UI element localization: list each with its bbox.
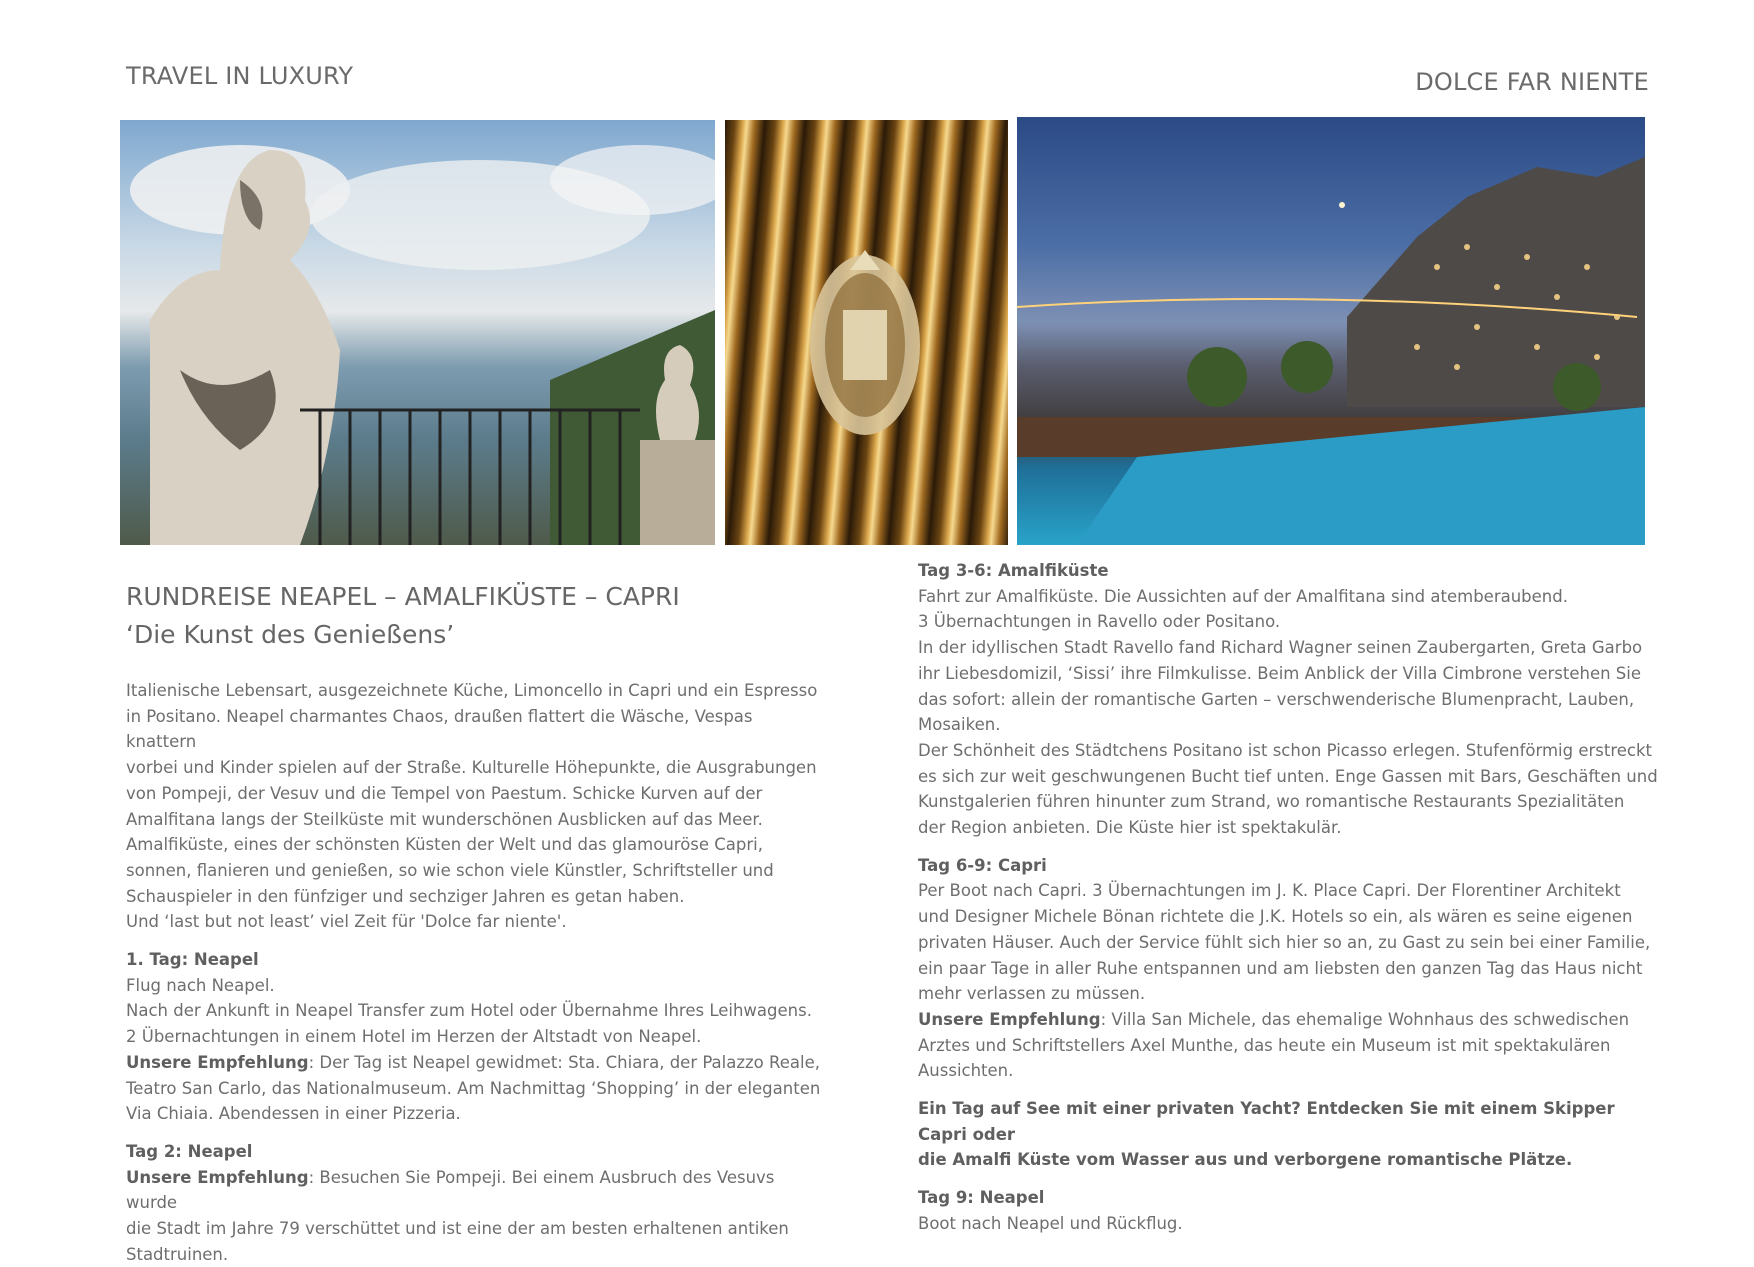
- intro-line: Amalfitana langs der Steilküste mit wunderschönen Ausblicken auf das Meer.: [126, 809, 763, 829]
- yacht-line: die Amalfi Küste vom Wasser aus und verborgene romantische Plätze.: [918, 1150, 1573, 1170]
- day6-line: und Designer Michele Bönan richtete die J.K. Hotels so ein, als wären es seine eigenen: [918, 907, 1633, 927]
- day3-line: 3 Übernachtungen in Ravello oder Positano.: [918, 612, 1281, 632]
- day2-rec-line: Stadtruinen.: [126, 1244, 229, 1264]
- rec-label: Unsere Empfehlung: [126, 1167, 309, 1187]
- day1-heading: 1. Tag: Neapel: [126, 950, 259, 970]
- day3-line: es sich zur weit geschwungenen Bucht tief unten. Enge Gassen mit Bars, Geschäften und: [918, 766, 1658, 786]
- day6-rec-line: Aussichten.: [918, 1061, 1014, 1081]
- day2-heading: Tag 2: Neapel: [126, 1141, 253, 1161]
- day1-line: Flug nach Neapel.: [126, 975, 275, 995]
- article-subtitle: ‘Die Kunst des Genießens’: [126, 620, 455, 649]
- intro-paragraph: [126, 678, 826, 935]
- statue-illustration: [120, 120, 715, 545]
- day6-rec-line: Arztes und Schriftstellers Axel Munthe, das heute ein Museum ist mit spektakulären: [918, 1035, 1611, 1055]
- day3-line: das sofort: allein der romantische Garten – verschwenderische Blumenpracht, Lauben,: [918, 689, 1635, 709]
- rec-text: : Villa San Michele, das ehemalige Wohnhaus des schwedischen: [1100, 1009, 1630, 1029]
- day2-rec-line: die Stadt im Jahre 79 verschüttet und ist eine der am besten erhaltenen antiken: [126, 1219, 789, 1239]
- day3-section: [918, 558, 1658, 841]
- day9-line: Boot nach Neapel und Rückflug.: [918, 1213, 1183, 1233]
- day1-rec-line: Via Chiaia. Abendessen in einer Pizzeria.: [126, 1104, 461, 1124]
- rec-label: Unsere Empfehlung: [918, 1009, 1101, 1029]
- day1-rec-line: Teatro San Carlo, das Nationalmuseum. Am Nachmittag ‘Shopping’ in der eleganten: [126, 1078, 821, 1098]
- day9-heading: Tag 9: Neapel: [918, 1188, 1045, 1208]
- header-tagline: DOLCE FAR NIENTE: [1415, 68, 1649, 96]
- rec-label: Unsere Empfehlung: [126, 1052, 309, 1072]
- day3-line: Mosaiken.: [918, 715, 1001, 735]
- article-title: RUNDREISE NEAPEL – AMALFIKÜSTE – CAPRI: [126, 582, 680, 611]
- intro-line: sonnen, flanieren und genießen, so wie schon viele Künstler, Schriftsteller und: [126, 860, 774, 880]
- day1-rec: [126, 1050, 826, 1076]
- intro-line: von Pompeji, der Vesuv und die Tempel von Paestum. Schicke Kurven auf der: [126, 783, 763, 803]
- day2-rec: [126, 1165, 826, 1216]
- intro-line: vorbei und Kinder spielen auf der Straße. Kulturelle Höhepunkte, die Ausgrabungen: [126, 758, 817, 778]
- day6-rec: [918, 1007, 1658, 1033]
- day3-line: Kunstgalerien führen hinunter zum Strand, wo romantische Restaurants Spezialitäten: [918, 792, 1625, 812]
- day6-line: privaten Häuser. Auch der Service fühlt sich hier so an, zu Gast zu sein bei einer Familie,: [918, 932, 1651, 952]
- day1-line: 2 Übernachtungen in einem Hotel im Herzen der Altstadt von Neapel.: [126, 1027, 702, 1047]
- emblem-illustration: [725, 120, 1008, 545]
- positano-photo: [1017, 117, 1645, 545]
- day3-line: In der idyllischen Stadt Ravello fand Richard Wagner seinen Zaubergarten, Greta Garbo: [918, 638, 1643, 658]
- day6-line: mehr verlassen zu müssen.: [918, 984, 1146, 1004]
- day1-line: Nach der Ankunft in Neapel Transfer zum Hotel oder Übernahme Ihres Leihwagens.: [126, 1001, 812, 1021]
- intro-line: Italienische Lebensart, ausgezeichnete Küche, Limoncello in Capri und ein Espresso: [126, 681, 818, 700]
- emblem-photo: [725, 120, 1008, 545]
- positano-illustration: [1017, 117, 1645, 545]
- day1-section: [126, 947, 826, 1127]
- day6-heading: Tag 6-9: Capri: [918, 855, 1047, 875]
- day3-line: der Region anbieten. Die Küste hier ist spektakulär.: [918, 818, 1342, 838]
- statue-photo: [120, 120, 715, 545]
- intro-line: Schauspieler in den fünfziger und sechziger Jahren es getan haben.: [126, 886, 685, 906]
- day6-line: Per Boot nach Capri. 3 Übernachtungen im J. K. Place Capri. Der Florentiner Architekt: [918, 881, 1621, 901]
- rec-text: : Der Tag ist Neapel gewidmet: Sta. Chiara, der Palazzo Reale,: [308, 1052, 820, 1072]
- day6-section: [918, 853, 1658, 1084]
- intro-line: in Positano. Neapel charmantes Chaos, draußen flattert die Wäsche, Vespas knattern: [126, 706, 753, 752]
- day9-section: [918, 1185, 1658, 1236]
- rec-text: : Besuchen Sie Pompeji. Bei einem Ausbruch des Vesuvs wurde: [126, 1167, 775, 1213]
- day6-line: ein paar Tage in aller Ruhe entspannen und am liebsten den ganzen Tag das Haus nicht: [918, 958, 1643, 978]
- header-brand: TRAVEL IN LUXURY: [126, 62, 354, 90]
- day3-heading: Tag 3-6: Amalfiküste: [918, 561, 1109, 580]
- yacht-line: Ein Tag auf See mit einer privaten Yacht? Entdecken Sie mit einem Skipper Capri oder: [918, 1099, 1615, 1144]
- right-column: [918, 558, 1658, 1237]
- day3-line: Der Schönheit des Städtchens Positano ist schon Picasso erlegen. Stufenförmig erstreckt: [918, 740, 1653, 760]
- day2-section: [126, 1139, 826, 1267]
- yacht-section: [918, 1096, 1658, 1173]
- intro-line: Amalfiküste, eines der schönsten Küsten der Welt und das glamouröse Capri,: [126, 835, 764, 855]
- day3-line: ihr Liebesdomizil, ‘Sissi’ ihre Filmkulisse. Beim Anblick der Villa Cimbrone verstehen Sie: [918, 663, 1642, 683]
- day3-line: Fahrt zur Amalfiküste. Die Aussichten auf der Amalfitana sind atemberaubend.: [918, 586, 1568, 606]
- left-column: [126, 678, 826, 1267]
- intro-line: Und ‘last but not least’ viel Zeit für 'Dolce far niente'.: [126, 912, 567, 932]
